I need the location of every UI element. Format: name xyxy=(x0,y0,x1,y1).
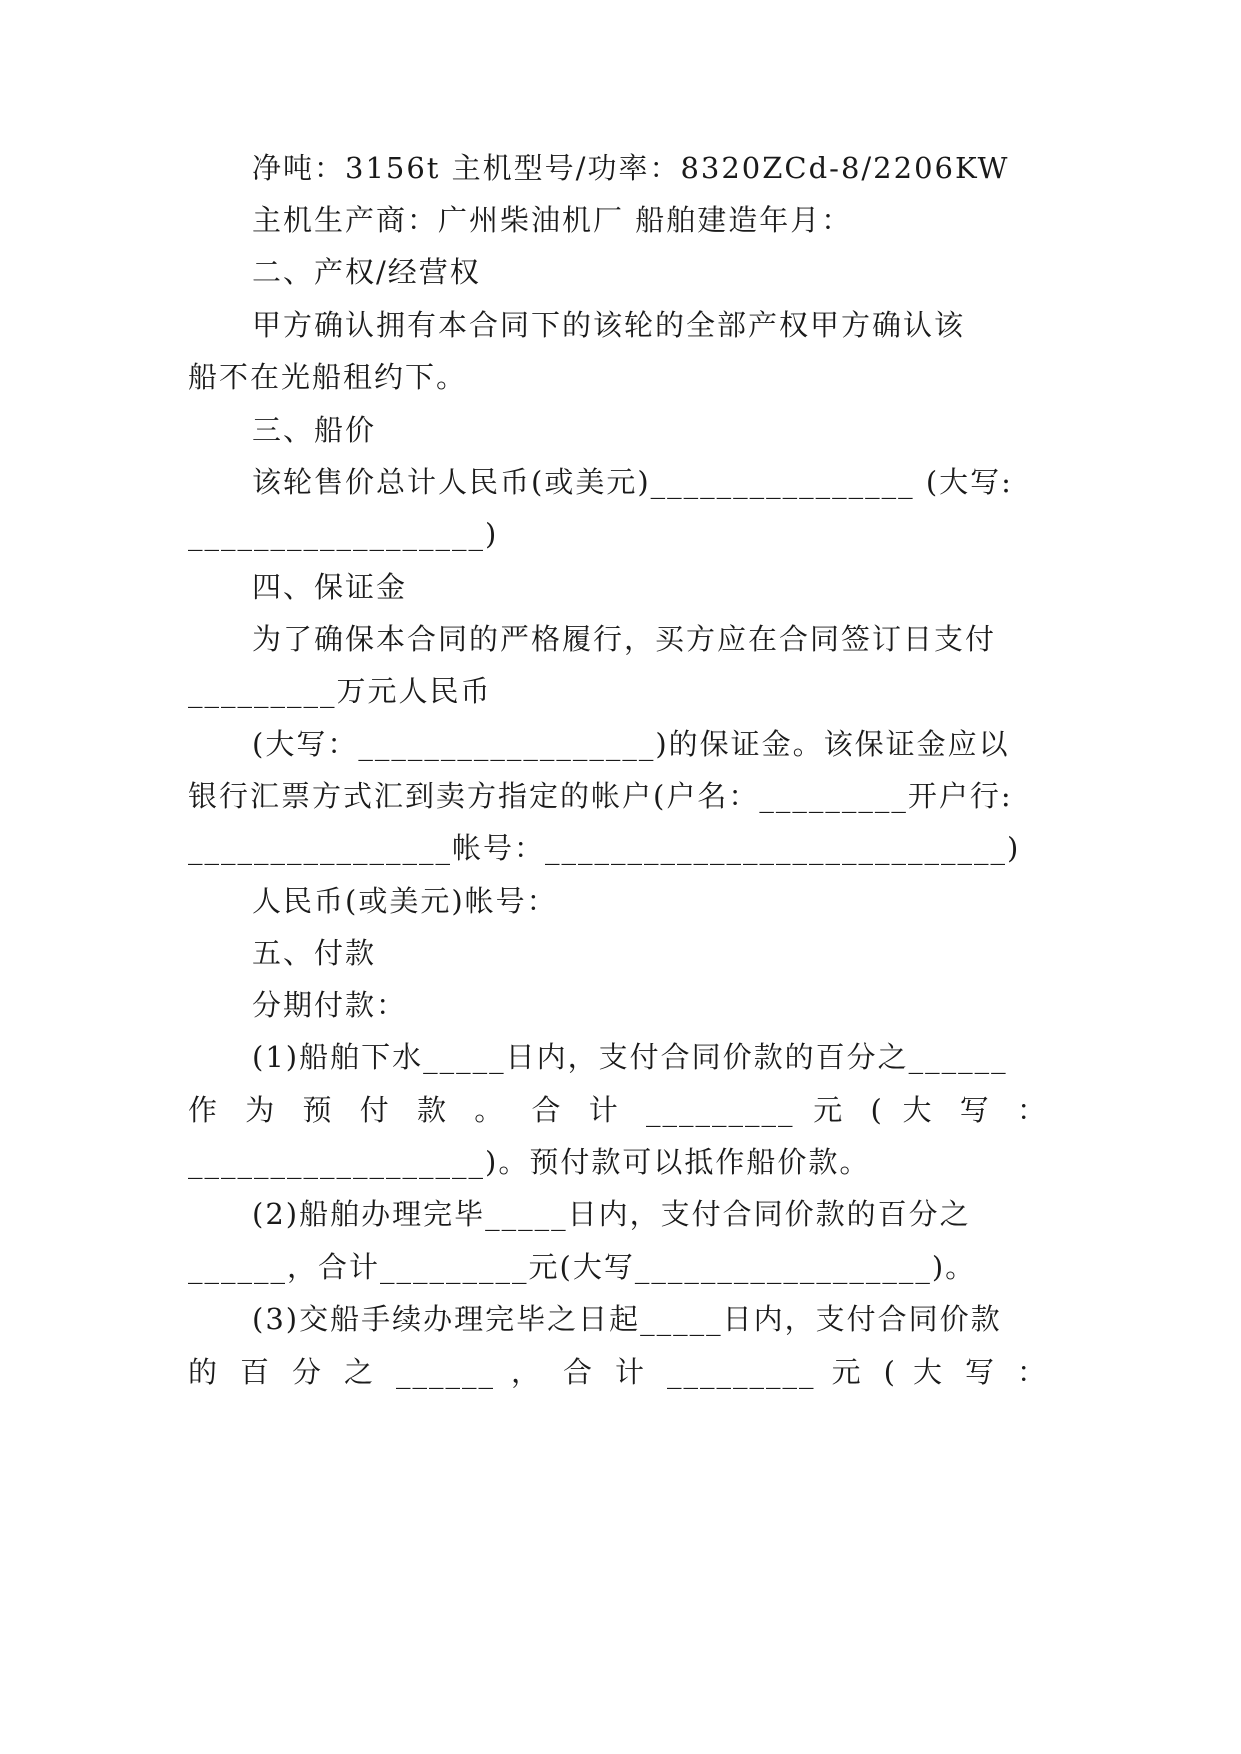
section-heading-ownership: 二、产权/经营权 xyxy=(252,255,481,289)
text-line-ownership-confirm: 甲方确认拥有本合同下的该轮的全部产权甲方确认该 xyxy=(252,308,966,342)
text-line-net-tonnage: 净吨：3156t 主机型号/功率：8320ZCd-8/2206KW xyxy=(252,151,1010,185)
text-line-installment: 分期付款： xyxy=(252,988,408,1022)
text-line-deposit-account: 银行汇票方式汇到卖方指定的帐户(户名：_________开户行: xyxy=(188,779,1013,813)
section-heading-deposit: 四、保证金 xyxy=(252,570,408,604)
section-heading-payment: 五、付款 xyxy=(252,936,377,970)
section-heading-price: 三、船价 xyxy=(252,413,377,447)
text-line-payment-1-advance: 作 为 预 付 款 。 合 计 _________ 元 ( 大 写 ： xyxy=(188,1093,1048,1127)
text-line-payment-1-uppercase: __________________)。预付款可以抵作船价款。 xyxy=(188,1145,871,1179)
text-line-deposit-amount: _________万元人民币 xyxy=(188,674,492,708)
text-line-charter: 船不在光船租约下。 xyxy=(188,360,468,394)
text-line-price-uppercase: __________________) xyxy=(188,517,499,551)
text-line-payment-1: (1)船舶下水_____日内，支付合同价款的百分之______ xyxy=(252,1040,1008,1074)
text-line-rmb-account: 人民币(或美元)帐号： xyxy=(252,884,558,918)
text-line-price-total: 该轮售价总计人民币(或美元)________________ (大写: xyxy=(252,465,1013,499)
text-line-payment-2: (2)船舶办理完毕_____日内，支付合同价款的百分之 xyxy=(252,1197,971,1231)
text-line-payment-3: (3)交船手续办理完毕之日起_____日内，支付合同价款 xyxy=(252,1302,1002,1336)
text-line-deposit-uppercase: (大写：__________________)的保证金。该保证金应以 xyxy=(252,727,1010,761)
text-line-deposit-intro: 为了确保本合同的严格履行，买方应在合同签订日支付 xyxy=(252,622,997,656)
text-line-payment-3-total: 的 百 分 之 ______ ， 合 计 _________ 元 ( 大 写 ： xyxy=(188,1355,1048,1389)
text-line-deposit-account-number: ________________帐号：____________________________) xyxy=(188,831,1021,865)
text-line-engine-maker: 主机生产商：广州柴油机厂 船舶建造年月： xyxy=(252,203,853,237)
text-line-payment-2-total: ______，合计_________元(大写__________________)。 xyxy=(188,1250,977,1284)
